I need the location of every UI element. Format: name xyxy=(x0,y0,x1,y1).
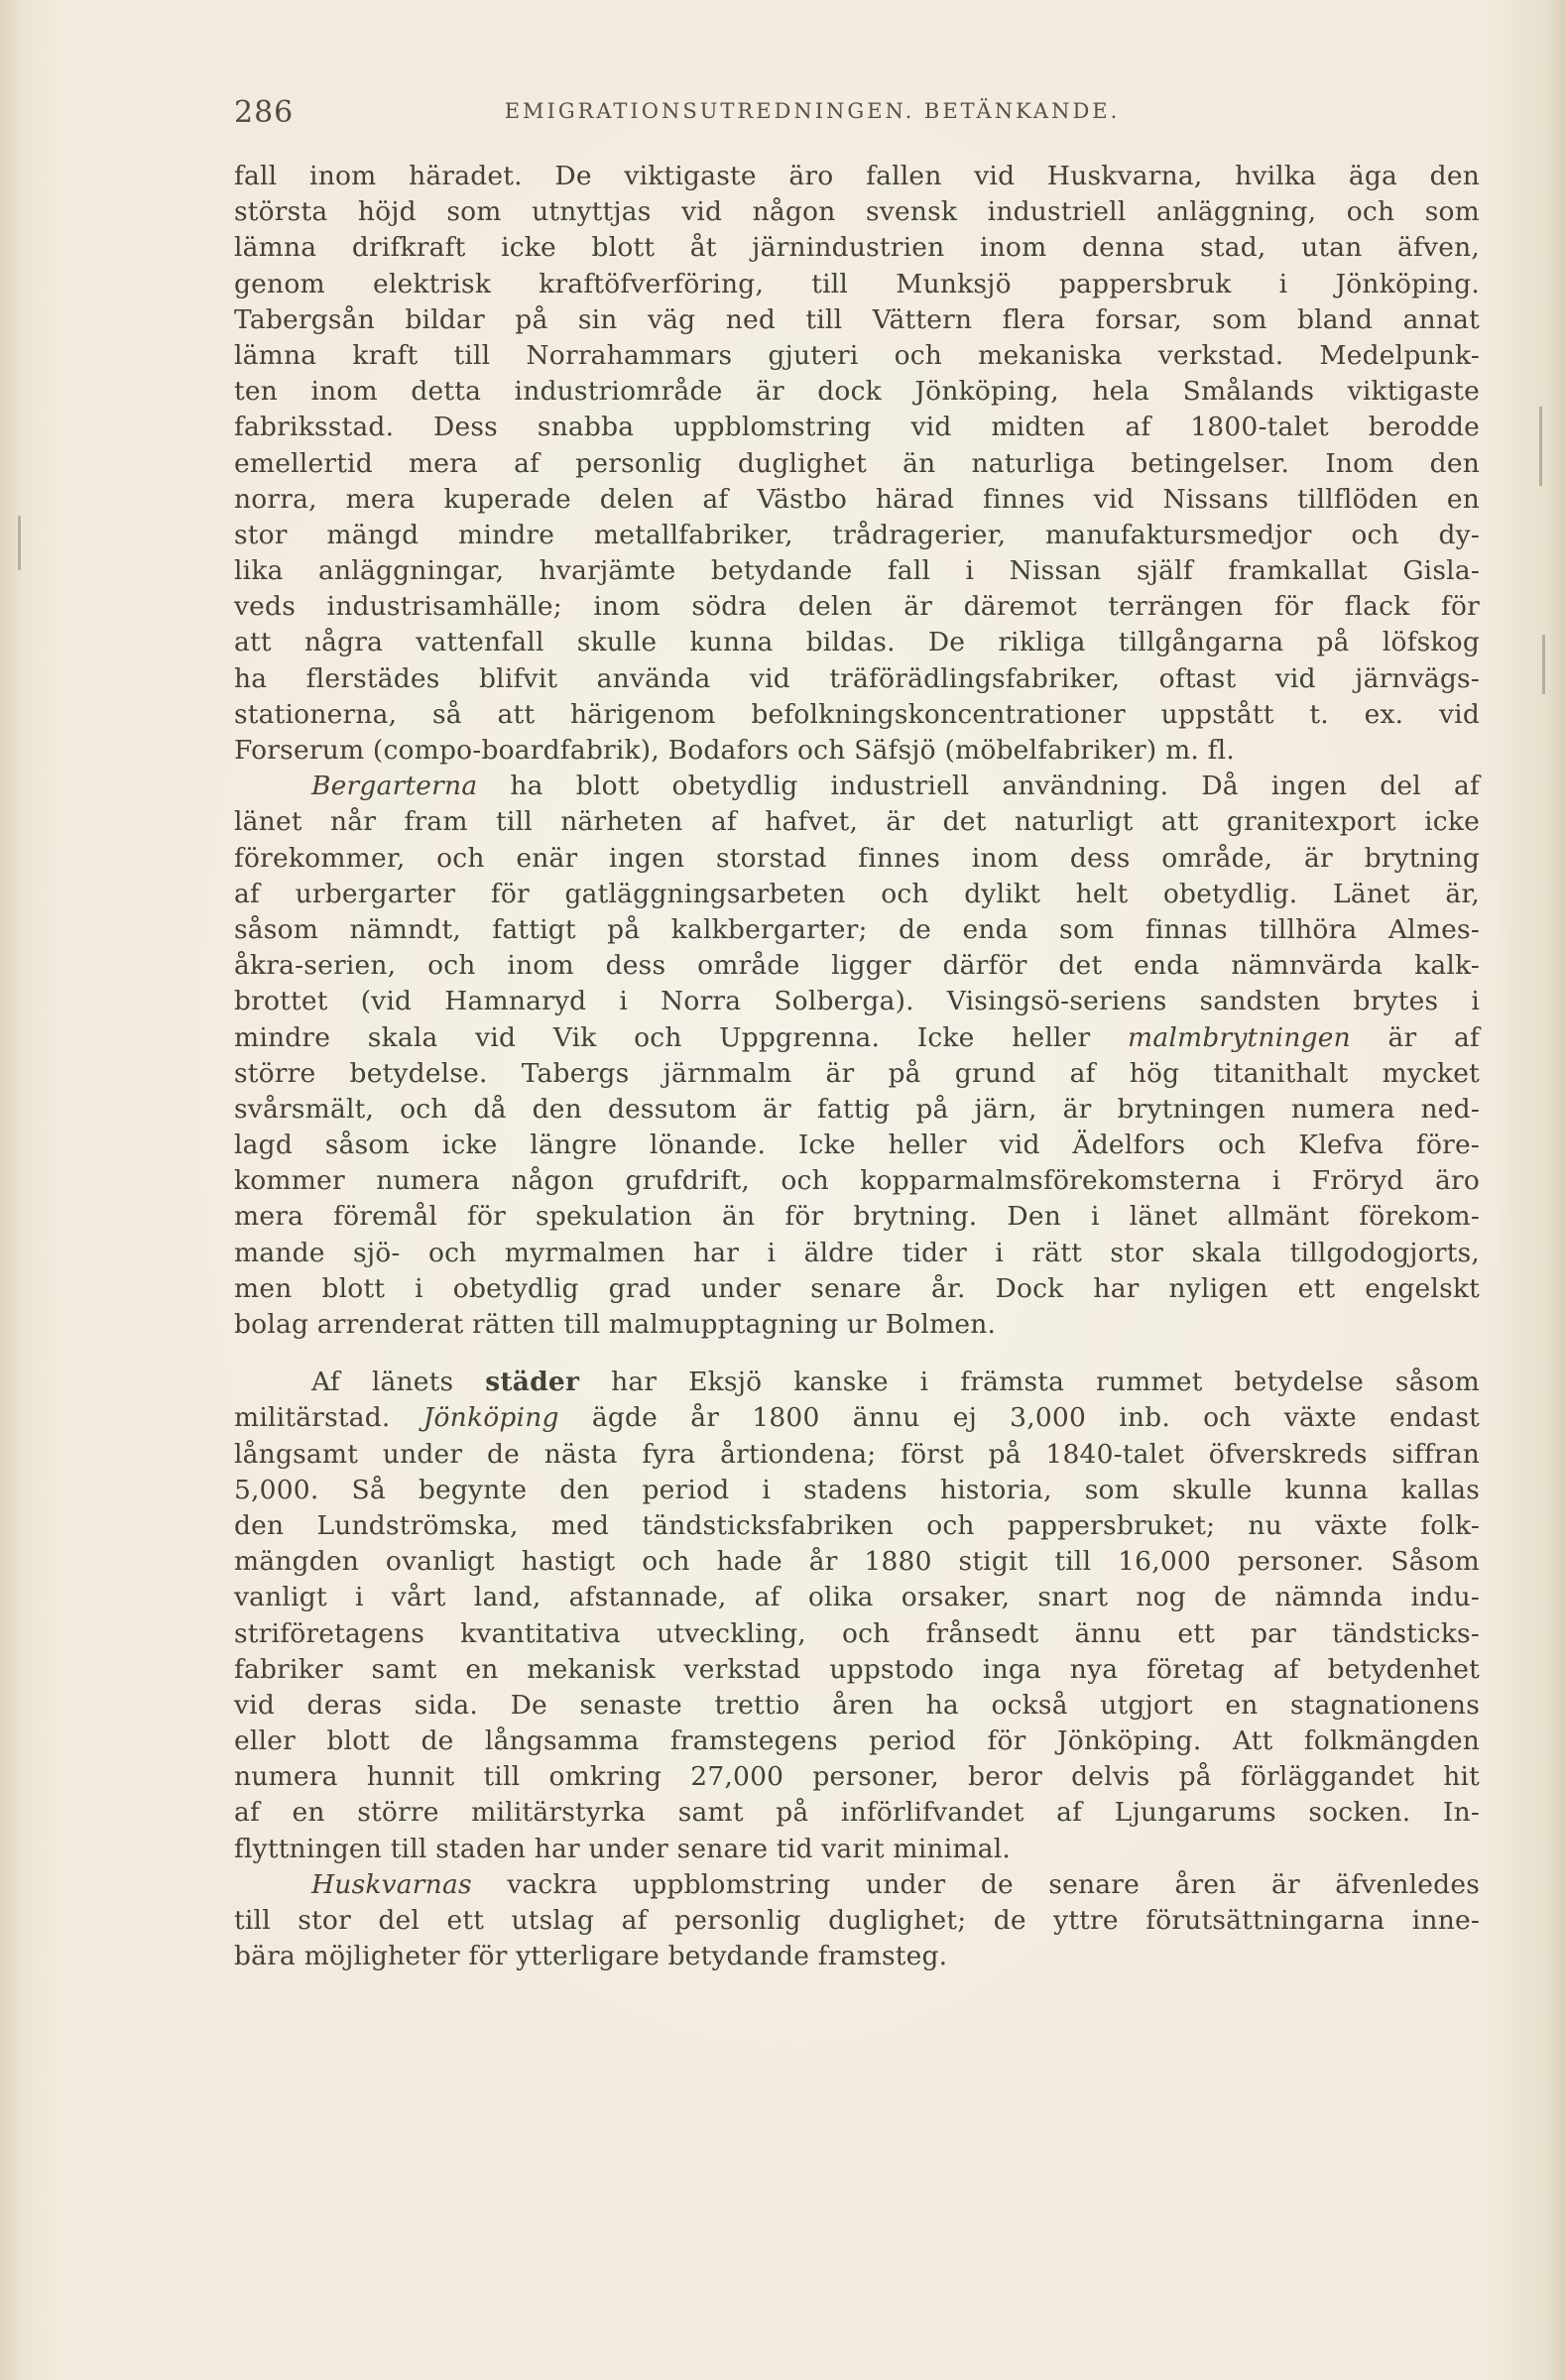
body-text xyxy=(234,159,1480,1974)
text-line: Forserum (compo-boardfabrik), Bodafors och Säfsjö (möbelfabriker) m. fl. xyxy=(234,735,1235,766)
text-line: lämna drifkraft icke blott åt järnindustrien inom denna stad, utan äfven, xyxy=(234,232,1480,264)
text-line xyxy=(234,769,1480,804)
text-line: af urbergarter för gatläggningsarbeten och dylikt helt obetydlig. Länet är, xyxy=(234,878,1480,909)
paragraph-huskvarna xyxy=(234,1867,1480,1975)
paragraph-bergarterna xyxy=(234,769,1480,1343)
line-text: har Eksjö kanske i främsta rummet betydelse såsom xyxy=(579,1367,1480,1398)
margin-mark xyxy=(1542,635,1545,694)
text-line: norra, mera kuperade delen af Västbo härad finnes vid Nissans tillflöden en xyxy=(234,483,1480,515)
text-line: Tabergsån bildar på sin väg ned till Vättern flera forsar, som bland annat xyxy=(234,303,1480,335)
text-line: åkra-serien, och inom dess område ligger därför det enda nämnvärda kalk- xyxy=(234,950,1480,982)
margin-mark xyxy=(1539,407,1542,486)
text-line: bära möjligheter för ytterligare betydande framsteg. xyxy=(234,1941,948,1972)
text-line: mande sjö- och myrmalmen har i äldre tider i rätt stor skala tillgodogjorts, xyxy=(234,1237,1480,1268)
text-line: mera föremål för spekulation än för brytning. Den i länet allmänt förekom- xyxy=(234,1201,1480,1233)
text-line: kommer numera någon grufdrift, och kopparmalmsförekomsterna i Fröryd äro xyxy=(234,1165,1480,1197)
text-line: ha flerstädes blifvit använda vid träförädlingsfabriker, oftast vid järnvägs- xyxy=(234,662,1480,694)
text-line: bolag arrenderat rätten till malmupptagning ur Bolmen. xyxy=(234,1309,997,1340)
italic-term: Jönköping xyxy=(422,1402,559,1434)
page-header xyxy=(234,95,1315,135)
text-line: fall inom häradet. De viktigaste äro fallen vid Huskvarna, hvilka äga den xyxy=(234,161,1480,191)
text-line: lika anläggningar, hvarjämte betydande fall i Nissan själf framkallat Gisla- xyxy=(234,555,1480,587)
line-text: ha blott obetydlig industriell användning. Då ingen del af xyxy=(477,771,1480,802)
text-line xyxy=(234,1020,1480,1056)
text-line xyxy=(234,1867,1480,1903)
text-line: svårsmält, och då den dessutom är fattig på järn, är brytningen numera ned- xyxy=(234,1093,1480,1125)
text-line: att några vattenfall skulle kunna bildas. De rikliga tillgångarna på löfskog xyxy=(234,627,1480,658)
page-number: 286 xyxy=(234,95,295,130)
text-line: striföretagens kvantitativa utveckling, och frånsedt ännu ett par tändsticks- xyxy=(234,1617,1480,1649)
text-line: stor mängd mindre metallfabriker, trådragerier, manufaktursmedjor och dy- xyxy=(234,519,1480,550)
text-line: fabriksstad. Dess snabba uppblomstring vid midten af 1800-talet berodde xyxy=(234,412,1480,443)
text-line: länet når fram till närheten af hafvet, är det naturligt att granitexport icke xyxy=(234,806,1480,838)
text-line: största höjd som utnyttjas vid någon svensk industriell anläggning, och som xyxy=(234,196,1480,228)
text-line: såsom nämndt, fattigt på kalkbergarter; de enda som finnas tillhöra Almes- xyxy=(234,913,1480,945)
bold-term: städer xyxy=(485,1367,580,1398)
text-line: af en större militärstyrka samt på införlifvandet af Ljungarums socken. In- xyxy=(234,1797,1480,1829)
text-line: flyttningen till staden har under senare tid varit minimal. xyxy=(234,1833,1012,1864)
text-line: genom elektrisk kraftöfverföring, till Munksjö pappersbruk i Jönköping. xyxy=(234,268,1480,299)
text-line: större betydelse. Tabergs järnmalm är på grund af hög titanithalt mycket xyxy=(234,1057,1480,1089)
italic-term: malmbrytningen xyxy=(1128,1021,1351,1053)
text-line: vanligt i vårt land, afstannade, af olika orsaker, snart nog de nämnda indu- xyxy=(234,1582,1480,1613)
line-text: mindre skala vid Vik och Uppgrenna. Icke heller xyxy=(234,1021,1129,1053)
text-line: emellertid mera af personlig duglighet än naturliga betingelser. Inom den xyxy=(234,447,1480,479)
line-text: är af xyxy=(1350,1021,1480,1053)
line-text: Af länets xyxy=(311,1367,486,1398)
text-line xyxy=(234,1365,1480,1400)
line-text: vackra uppblomstring under de senare åren är äfvenledes xyxy=(471,1868,1480,1900)
italic-term: Bergarterna xyxy=(311,771,478,802)
text-line: mängden ovanligt hastigt och hade år 1880 stigit till 16,000 personer. Såsom xyxy=(234,1546,1480,1578)
line-text: ägde år 1800 ännu ej 3,000 inb. och växte endast xyxy=(558,1402,1480,1434)
paragraph-stader xyxy=(234,1365,1480,1867)
text-line: förekommer, och enär ingen storstad finnes inom dess område, är brytning xyxy=(234,842,1480,874)
text-line: eller blott de långsamma framstegens period för Jönköping. Att folkmängden xyxy=(234,1726,1480,1757)
text-line: stationerna, så att härigenom befolkningskoncentrationer uppstått t. ex. vid xyxy=(234,698,1480,730)
margin-mark xyxy=(18,516,21,570)
text-line: långsamt under de nästa fyra årtiondena; först på 1840-talet öfverskreds siffran xyxy=(234,1438,1480,1470)
text-line: brottet (vid Hamnaryd i Norra Solberga). Visingsö-seriens sandsten brytes i xyxy=(234,986,1480,1017)
text-line: den Lundströmska, med tändsticksfabriken och pappersbruket; nu växte folk- xyxy=(234,1509,1480,1541)
text-line: vid deras sida. De senaste trettio åren ha också utgjort en stagnationens xyxy=(234,1689,1480,1721)
text-line: 5,000. Så begynte den period i stadens historia, som skulle kunna kallas xyxy=(234,1474,1480,1505)
text-line: till stor del ett utslag af personlig duglighet; de yttre förutsättningarna inne- xyxy=(234,1905,1480,1936)
running-title: EMIGRATIONSUTREDNINGEN. BETÄNKANDE. xyxy=(504,99,1121,123)
line-text: militärstad. xyxy=(234,1402,423,1434)
text-line: ten inom detta industriområde är dock Jönköping, hela Smålands viktigaste xyxy=(234,376,1480,408)
text-line: fabriker samt en mekanisk verkstad uppstodo inga nya företag af betydenhet xyxy=(234,1653,1480,1685)
paragraph-industri xyxy=(234,159,1480,769)
text-line: lämna kraft till Norrahammars gjuteri och mekaniska verkstad. Medelpunk- xyxy=(234,339,1480,371)
text-line: lagd såsom icke längre lönande. Icke heller vid Ädelfors och Klefva före- xyxy=(234,1130,1480,1161)
text-line xyxy=(234,1400,1480,1436)
text-line: veds industrisamhälle; inom södra delen är däremot terrängen för flack för xyxy=(234,591,1480,623)
text-line: men blott i obetydlig grad under senare år. Dock har nyligen ett engelskt xyxy=(234,1272,1480,1304)
italic-term: Huskvarnas xyxy=(311,1868,472,1900)
text-line: numera hunnit till omkring 27,000 personer, beror delvis på förläggandet hit xyxy=(234,1761,1480,1793)
